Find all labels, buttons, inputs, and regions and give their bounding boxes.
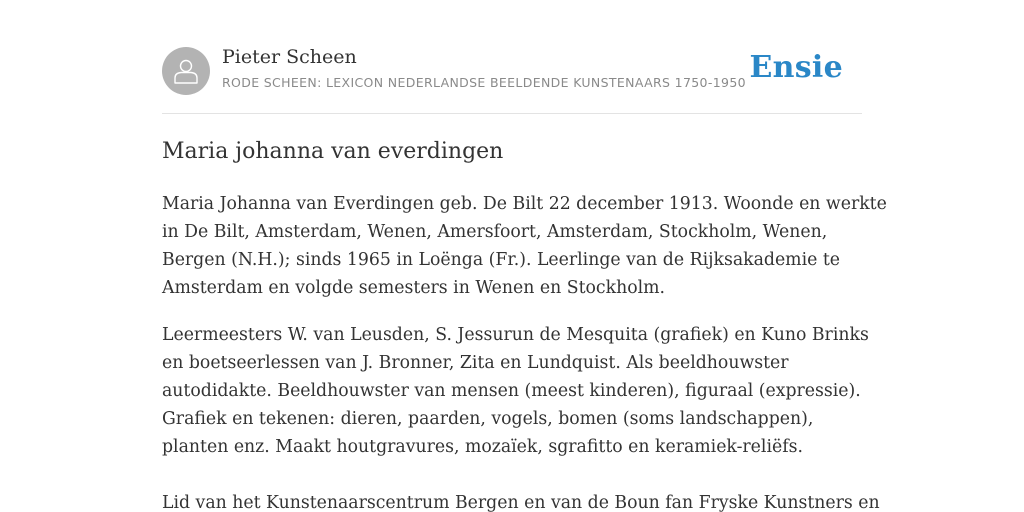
text-line: Maria Johanna van Everdingen geb. De Bilt 22 december 1913. Woonde en werkte xyxy=(162,194,887,214)
text-line: Lid van het Kunstenaarscentrum Bergen en van de Boun fan Fryske Kunstners en xyxy=(162,493,880,512)
author-name[interactable]: Pieter Scheen xyxy=(222,46,357,68)
text-line: Bergen (N.H.); sinds 1965 in Loënga (Fr.). Leerlinge van de Rijksakademie te xyxy=(162,250,840,270)
paragraph-training xyxy=(162,321,869,461)
source-title[interactable]: RODE SCHEEN: LEXICON NEDERLANDSE BEELDENDE KUNSTENAARS 1750-1950 xyxy=(222,75,746,90)
text-line: planten enz. Maakt houtgravures, mozaïek, sgrafitto en keramiek-reliëfs. xyxy=(162,437,803,457)
article-header xyxy=(162,46,862,96)
text-line: en boetseerlessen van J. Bronner, Zita en Lundquist. Als beeldhouwster xyxy=(162,353,789,373)
author-avatar[interactable] xyxy=(162,47,210,95)
text-line: Grafiek en tekenen: dieren, paarden, vogels, bomen (soms landschappen), xyxy=(162,409,814,429)
text-line: Amsterdam en volgde semesters in Wenen en Stockholm. xyxy=(162,278,666,298)
paragraph-membership xyxy=(162,489,880,512)
text-line: Leermeesters W. van Leusden, S. Jessurun de Mesquita (grafiek) en Kuno Brinks xyxy=(162,325,869,345)
site-logo[interactable]: Ensie xyxy=(749,50,843,85)
header-divider xyxy=(162,113,862,114)
paragraph-biography xyxy=(162,190,887,302)
article-title: Maria johanna van everdingen xyxy=(162,139,504,164)
text-line: autodidakte. Beeldhouwster van mensen (meest kinderen), figuraal (expressie). xyxy=(162,381,861,401)
text-line: in De Bilt, Amsterdam, Wenen, Amersfoort, Amsterdam, Stockholm, Wenen, xyxy=(162,222,828,242)
user-icon xyxy=(171,56,201,86)
